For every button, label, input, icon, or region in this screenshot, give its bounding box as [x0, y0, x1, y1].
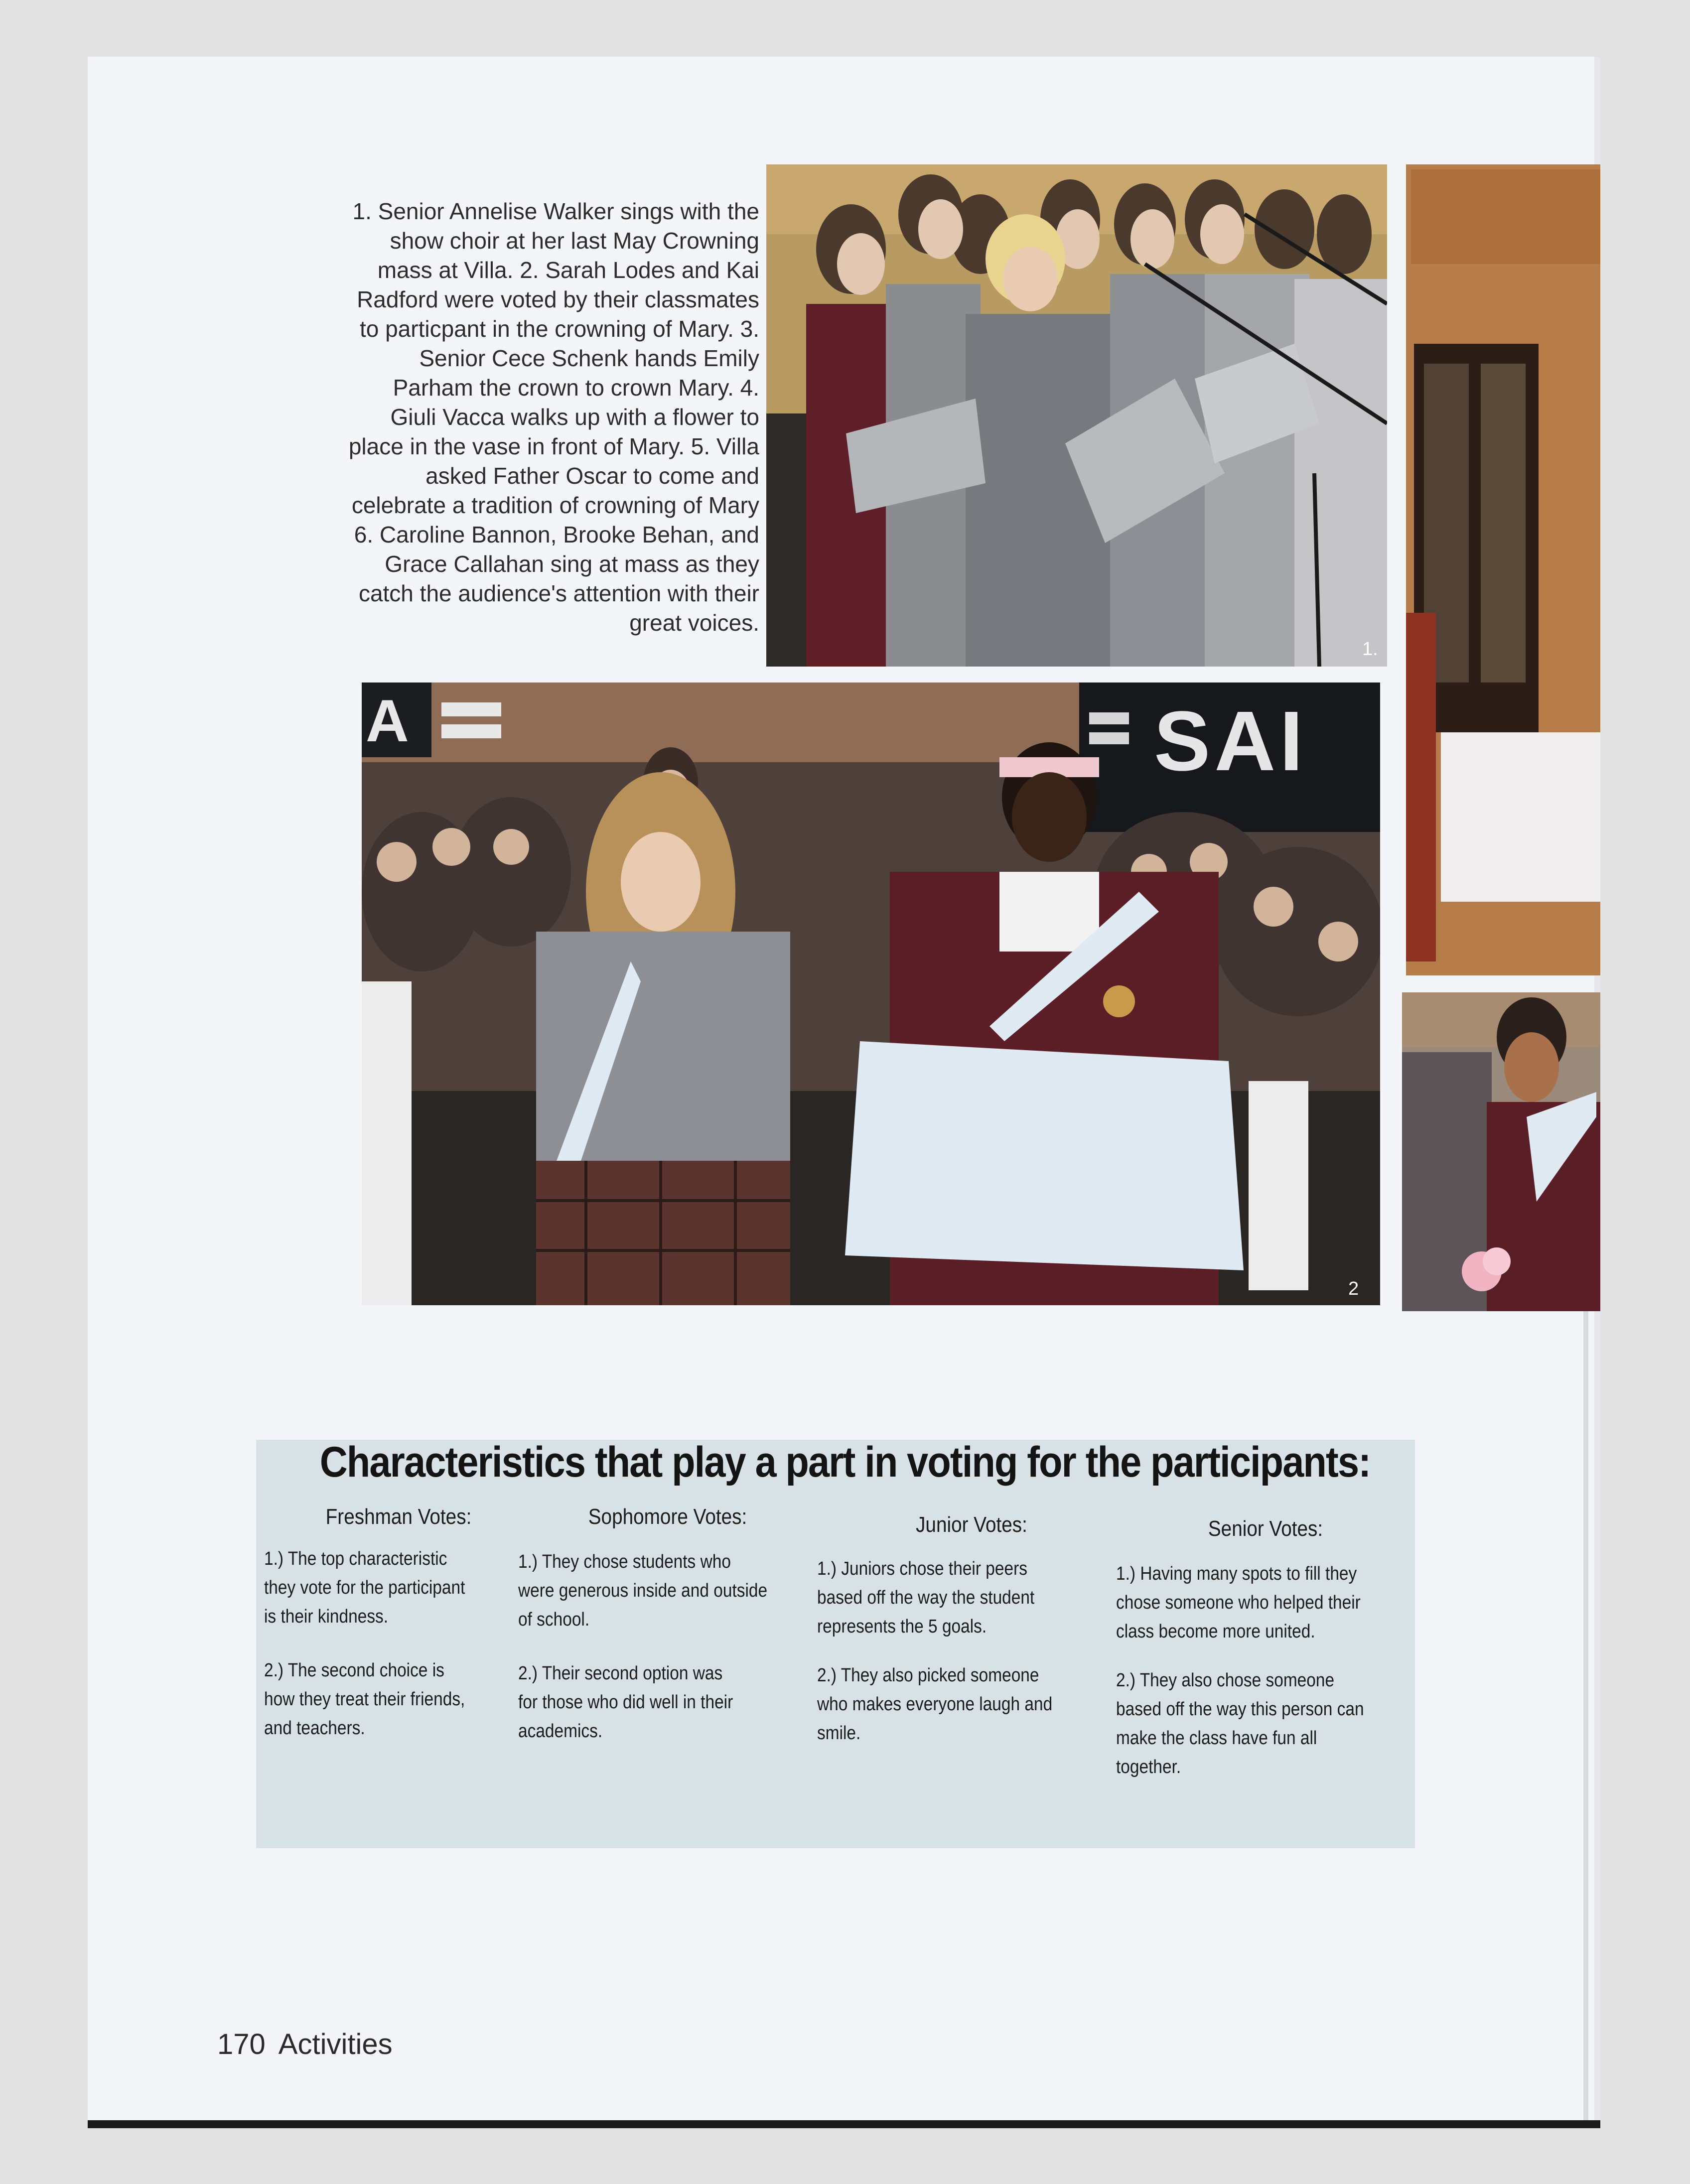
column-point: 2.) The second choice is how they treat their friends, and teachers. — [264, 1660, 465, 1739]
panel-title: Characteristics that play a part in voting for the participants: — [319, 1438, 1371, 1486]
column-point: 2.) They also chose someone based off the way this person can make the class have fun all together. — [1116, 1670, 1364, 1777]
choir-photo — [766, 164, 1387, 667]
page-footer — [217, 2028, 406, 2061]
senior-column — [1116, 1516, 1415, 1781]
crowning-photo-image — [1406, 164, 1600, 975]
page-number: 170 — [217, 2028, 266, 2060]
column-heading: Junior Votes: — [916, 1512, 1027, 1537]
junior-column — [817, 1512, 1126, 1748]
column-heading: Sophomore Votes: — [588, 1504, 747, 1529]
page-fold — [1583, 1295, 1588, 2122]
column-point: 1.) Juniors chose their peers based off the way the student represents the 5 goals. — [817, 1558, 1035, 1637]
section-name: Activities — [278, 2028, 393, 2060]
freshman-column — [264, 1504, 533, 1743]
column-heading: Freshman Votes: — [325, 1504, 472, 1529]
column-point: 1.) Having many spots to fill they chose someone who helped their class become more united. — [1116, 1563, 1361, 1642]
banner-text-left: A — [366, 687, 409, 754]
photo-number: 1. — [1362, 639, 1378, 660]
photo-caption: 1. Senior Annelise Walker sings with the show choir at her last May Crowning mass at Villa. 2. Sarah Lodes and Kai Radford were voted by their classmates to particpant in the crowning of Mary. 3. Senior Cece Schenk hands Emily Parham the crown to crown Mary. 4. Giuli Vacca walks up with a flower to place in the vase in front of Mary. 5. Villa asked Father Oscar to come and celebrate a tradition of crowning of Mary 6. Caroline Bannon, Brooke Behan, and Grace Callahan sing at mass as they catch the audience's attention with their great voices. — [348, 198, 759, 636]
column-point: 1.) They chose students who were generous inside and outside of school. — [518, 1551, 768, 1630]
flower-photo-image — [1402, 992, 1600, 1311]
crowning-photo — [1406, 164, 1600, 975]
column-point: 1.) The top characteristic they vote for the participant is their kindness. — [264, 1548, 465, 1627]
page-bottom-shadow — [88, 2120, 1600, 2128]
flower-photo — [1402, 992, 1600, 1311]
procession-photo — [362, 682, 1380, 1305]
sophomore-column — [518, 1504, 817, 1746]
column-point: 2.) They also picked someone who makes everyone laugh and smile. — [817, 1665, 1053, 1744]
choir-photo-image — [766, 164, 1387, 667]
column-heading: Senior Votes: — [1208, 1516, 1323, 1541]
photo-number: 2 — [1348, 1278, 1359, 1299]
banner-text-right: SAI — [1154, 694, 1307, 789]
column-point: 2.) Their second option was for those who did well in their academics. — [518, 1663, 733, 1742]
